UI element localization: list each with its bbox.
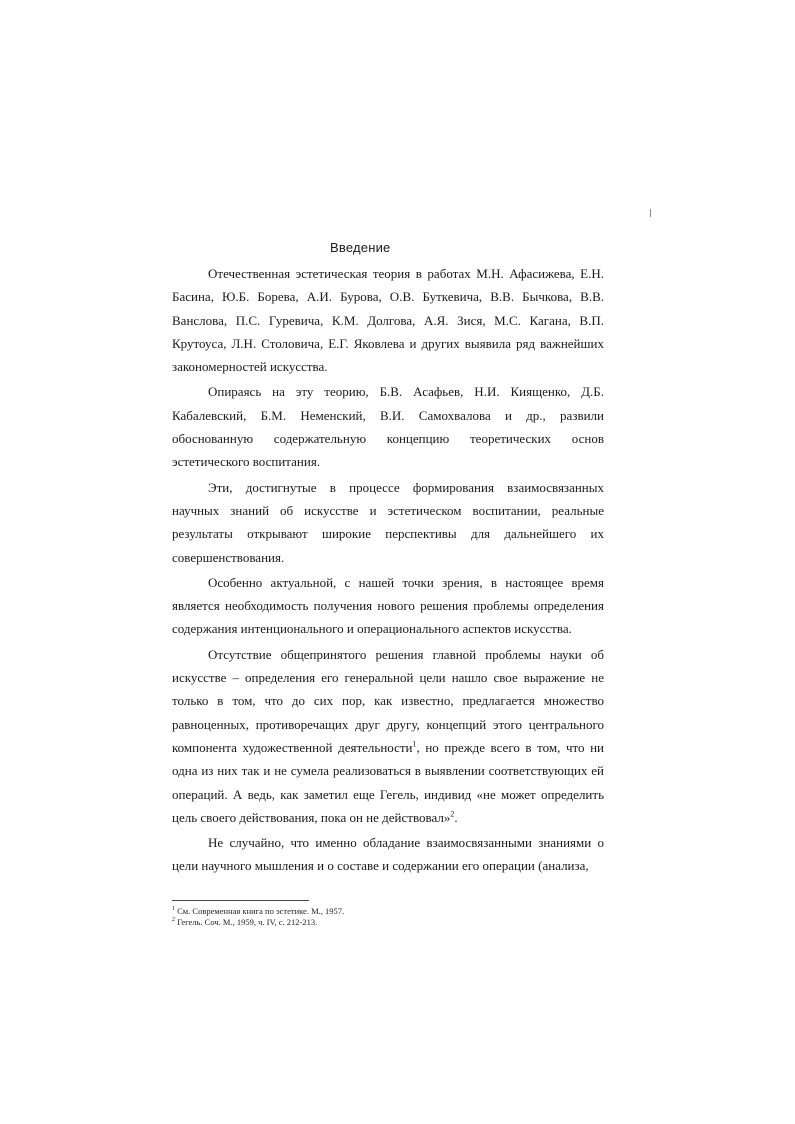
paragraph-2: Опираясь на эту теорию, Б.В. Асафьев, Н.И. Киященко, Д.Б. Кабалевский, Б.М. Неменский, В.И. Самохвалова и др., развили обоснованную содержательную концепцию теоретических основ эстетического воспитания.: [172, 384, 604, 470]
paragraph-5-part-2: , но прежде всего в том, что ни одна из них так и не сумела реализоваться в выявлении соответствующих ей операций. А ведь, как заметил еще Гегель, индивид «не может определить цель своего действования, пока он не действовал»: [172, 739, 604, 825]
paragraph-3: Эти, достигнутые в процессе формирования взаимосвязанных научных знаний об искусстве и эстетическом воспитании, реальные результаты открывают широкие перспективы для дальнейшего их совершенствования.: [172, 479, 604, 565]
footnote-ref-2: 2: [450, 809, 455, 819]
footnote-1-number: 1: [172, 906, 175, 913]
footnote-1: [172, 906, 592, 917]
footnote-1-text: См. Современная книга по эстетике. М., 1957.: [175, 906, 345, 916]
paragraph-5-part-1: Отсутствие общепринятого решения главной проблемы науки об искусстве – определения его генеральной цели нашло свое выражение не только в том, что до сих пор, как известно, предлагается множество равноценных, противоречащих друг другу, концепций этого центрального компонента художественной деятельности: [172, 646, 604, 755]
body-text: [172, 262, 604, 880]
footnote-2-text: Гегель. Соч. М., 1959, ч. IV, с. 212-213.: [175, 917, 318, 927]
paragraph-1: Отечественная эстетическая теория в работах М.Н. Афасижева, Е.Н. Басина, Ю.Б. Борева, А.И. Бурова, О.В. Буткевича, В.В. Бычкова, В.В. Ванслова, П.С. Гуревича, К.М. Долгова, А.Я. Зися, М.С. Кагана, В.П. Крутоуса, Л.Н. Столовича, Е.Г. Яковлева и других выявила ряд важнейших закономерностей искусства.: [172, 266, 604, 375]
footnote-2-number: 2: [172, 917, 175, 924]
footnote-divider: [172, 900, 309, 901]
paragraph-5-part-3: .: [454, 809, 458, 825]
paragraph-6: Не случайно, что именно обладание взаимосвязанными знаниями о цели научного мышления и о составе и содержании его операции (анализа,: [172, 835, 604, 874]
section-heading: Введение: [330, 240, 391, 255]
scan-mark: [650, 209, 651, 217]
paragraph-5: [172, 643, 604, 829]
paragraph-4: Особенно актуальной, с нашей точки зрения, в настоящее время является необходимость получения нового решения проблемы определения содержания интенционального и операционального аспектов искусства.: [172, 574, 604, 637]
footnote-ref-1: 1: [412, 739, 417, 749]
footnotes: [172, 906, 592, 928]
footnote-2: [172, 917, 592, 928]
